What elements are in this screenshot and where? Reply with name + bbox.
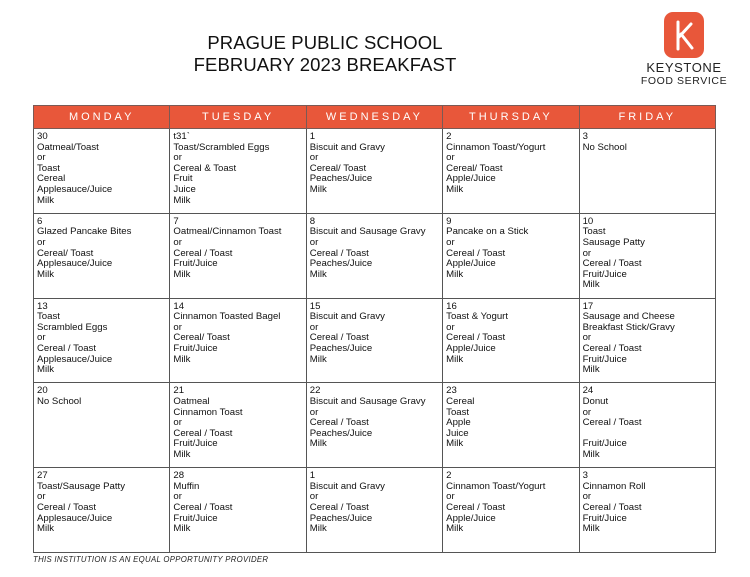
- menu-item: Fruit/Juice: [582, 268, 627, 280]
- day-number: 23: [446, 385, 457, 397]
- menu-item: Milk: [446, 523, 464, 535]
- menu-item: Fruit/Juice: [173, 512, 218, 524]
- menu-item: or: [173, 417, 182, 429]
- menu-item: Cereal/ Toast: [309, 162, 367, 174]
- menu-item: Peaches/Juice: [309, 258, 373, 270]
- menu-item: Sausage and Cheese: [582, 311, 675, 323]
- weekday-header: FRIDAY: [579, 106, 715, 129]
- menu-item: Toast: [582, 226, 606, 238]
- menu-item: Fruit/Juice: [173, 342, 218, 354]
- menu-item: Milk: [446, 183, 464, 195]
- menu-item: Peaches/Juice: [309, 342, 373, 354]
- day-cell: [34, 468, 170, 553]
- week-row: [34, 298, 716, 383]
- menu-title: [150, 32, 500, 76]
- weekday-header: TUESDAY: [170, 106, 306, 129]
- menu-item: Milk: [446, 353, 464, 365]
- menu-item: Cereal/ Toast: [37, 247, 94, 259]
- day-number: 1: [309, 131, 316, 142]
- menu-item: Toast: [446, 406, 470, 418]
- menu-item: Sausage Patty: [582, 236, 645, 248]
- menu-item: Milk: [37, 523, 55, 535]
- day-cell: [306, 383, 442, 468]
- menu-item: Applesauce/Juice: [37, 258, 113, 270]
- menu-item: Cereal / Toast: [446, 332, 506, 344]
- menu-item: Biscuit and Sausage Gravy: [309, 226, 426, 238]
- menu-item: Milk: [173, 194, 191, 206]
- day-cell: [443, 383, 579, 468]
- menu-item: Toast/Scrambled Eggs: [173, 141, 270, 153]
- day-cell: [34, 298, 170, 383]
- day-number: 2: [446, 131, 452, 142]
- menu-item: or: [37, 152, 46, 164]
- menu-item: or: [446, 321, 455, 333]
- menu-item: Fruit/Juice: [582, 438, 627, 450]
- day-cell: [443, 129, 579, 214]
- menu-item: Cereal / Toast: [446, 247, 506, 259]
- menu-item: Fruit/Juice: [173, 258, 218, 270]
- breakfast-calendar: [33, 105, 716, 553]
- menu-item: or: [582, 247, 592, 259]
- day-cell: [34, 129, 170, 214]
- week-row: [34, 213, 716, 298]
- day-number: 30: [37, 131, 48, 142]
- day-cell: [170, 129, 306, 214]
- menu-item: or: [173, 152, 182, 164]
- day-number: 1: [309, 470, 316, 482]
- day-cell: [443, 468, 579, 553]
- menu-item: Scrambled Eggs: [37, 321, 108, 333]
- menu-item: Glazed Pancake Bites: [37, 226, 132, 238]
- day-cell: [306, 129, 442, 214]
- day-cell: [306, 213, 442, 298]
- menu-item: Cereal: [446, 395, 475, 407]
- menu-item: Cereal / Toast: [173, 501, 233, 513]
- menu-item: Toast: [37, 162, 60, 174]
- menu-item: Oatmeal: [173, 395, 210, 407]
- day-cell: [579, 298, 715, 383]
- day-number: 8: [309, 215, 316, 227]
- day-number: 14: [173, 300, 185, 312]
- menu-item: Apple: [446, 417, 471, 429]
- day-number: 9: [446, 215, 452, 227]
- day-number: 16: [446, 300, 457, 312]
- menu-item: Fruit/Juice: [582, 512, 627, 524]
- day-cell: [34, 213, 170, 298]
- menu-item: Cinnamon Roll: [582, 480, 646, 492]
- menu-item: or: [37, 491, 46, 503]
- menu-item: Milk: [446, 438, 464, 450]
- menu-item: Apple/Juice: [446, 512, 496, 524]
- menu-item: Milk: [582, 279, 600, 291]
- menu-item: Cereal/ Toast: [446, 162, 503, 174]
- menu-item: Fruit/Juice: [173, 438, 218, 450]
- menu-item: Biscuit and Gravy: [309, 480, 385, 492]
- menu-item: Cereal / Toast: [582, 258, 642, 270]
- day-number: 21: [173, 385, 185, 397]
- week-row: [34, 129, 716, 214]
- day-cell: [443, 298, 579, 383]
- menu-item: or: [173, 236, 182, 248]
- weekday-header: WEDNESDAY: [306, 106, 442, 129]
- menu-item: Peaches/Juice: [309, 427, 373, 439]
- menu-item: Milk: [37, 268, 55, 280]
- menu-item: Milk: [309, 523, 327, 535]
- menu-item: Cereal / Toast: [309, 332, 369, 344]
- menu-item: or: [37, 236, 46, 248]
- menu-item: No School: [582, 141, 627, 153]
- menu-item: Apple/Juice: [446, 258, 496, 270]
- menu-item: Cinnamon Toasted Bagel: [173, 311, 281, 323]
- menu-item: Juice: [446, 427, 469, 439]
- day-number: 10: [582, 215, 594, 227]
- day-number: 22: [309, 385, 321, 397]
- day-number: 3: [582, 470, 588, 482]
- menu-item: Toast: [37, 311, 60, 323]
- menu-item: or: [173, 321, 182, 333]
- menu-item: Cereal / Toast: [309, 247, 369, 259]
- menu-item: Cereal / Toast: [37, 342, 97, 354]
- menu-item: or: [582, 491, 592, 503]
- menu-item: or: [446, 491, 455, 503]
- menu-item: or: [446, 152, 455, 164]
- day-number: 28: [173, 470, 185, 482]
- menu-item: Applesauce/Juice: [37, 353, 113, 365]
- day-cell: [443, 213, 579, 298]
- menu-item: Juice: [173, 183, 196, 195]
- menu-item: Milk: [309, 183, 327, 195]
- menu-item: Milk: [37, 364, 55, 376]
- day-cell: [34, 383, 170, 468]
- day-cell: [579, 468, 715, 553]
- menu-item: Milk: [582, 448, 600, 460]
- menu-item: No School: [37, 395, 82, 407]
- day-number: t31`: [173, 131, 190, 142]
- menu-item: Peaches/Juice: [309, 173, 373, 185]
- day-number: 17: [582, 300, 594, 312]
- menu-item: or: [309, 491, 319, 503]
- menu-item: Pancake on a Stick: [446, 226, 529, 238]
- brand-subtitle: FOOD SERVICE: [640, 75, 728, 87]
- menu-item: Cereal / Toast: [446, 501, 506, 513]
- menu-item: Milk: [309, 438, 327, 450]
- menu-item: Cinnamon Toast/Yogurt: [446, 480, 546, 492]
- menu-item: Cereal / Toast: [173, 427, 233, 439]
- menu-item: Applesauce/Juice: [37, 512, 113, 524]
- menu-item: Cereal / Toast: [582, 417, 642, 429]
- menu-item: Breakfast Stick/Gravy: [582, 321, 675, 333]
- day-cell: [306, 298, 442, 383]
- menu-item: or: [309, 236, 319, 248]
- menu-item: or: [582, 332, 592, 344]
- menu-item: Apple/Juice: [446, 342, 496, 354]
- day-number: 7: [173, 215, 179, 227]
- day-cell: [170, 213, 306, 298]
- menu-item: Milk: [173, 523, 191, 535]
- menu-item: or: [582, 406, 592, 418]
- menu-item: Cereal: [37, 173, 66, 185]
- menu-item: Cereal / Toast: [173, 247, 233, 259]
- week-row: [34, 383, 716, 468]
- menu-month-title: FEBRUARY 2023 BREAKFAST: [193, 54, 457, 75]
- menu-item: Cinnamon Toast/Yogurt: [446, 141, 546, 153]
- menu-item: or: [309, 321, 319, 333]
- day-cell: [170, 468, 306, 553]
- menu-item: Milk: [173, 268, 191, 280]
- day-cell: [579, 213, 715, 298]
- menu-item: Milk: [173, 448, 191, 460]
- menu-item: Milk: [309, 268, 327, 280]
- menu-item: Cereal & Toast: [173, 162, 237, 174]
- day-cell: [170, 383, 306, 468]
- menu-item: Milk: [37, 194, 55, 206]
- menu-item: Cereal / Toast: [37, 501, 97, 513]
- letter-k-logo-icon: [664, 12, 704, 58]
- menu-item: Apple/Juice: [446, 173, 496, 185]
- menu-item: Cereal / Toast: [582, 342, 642, 354]
- menu-item: Oatmeal/Toast: [37, 141, 99, 153]
- menu-item: Cinnamon Toast: [173, 406, 243, 418]
- menu-item: Fruit/Juice: [582, 353, 627, 365]
- equal-opportunity-note: THIS INSTITUTION IS AN EQUAL OPPORTUNITY PROVIDER: [33, 555, 269, 564]
- day-number: 15: [309, 300, 321, 312]
- menu-item: Applesauce/Juice: [37, 183, 113, 195]
- day-number: 3: [582, 131, 588, 142]
- menu-item: Cereal/ Toast: [173, 332, 230, 344]
- menu-item: Oatmeal/Cinnamon Toast: [173, 226, 282, 238]
- menu-item: Toast/Sausage Patty: [37, 480, 125, 492]
- menu-item: or: [446, 236, 455, 248]
- menu-item: Cereal / Toast: [309, 417, 369, 429]
- menu-item: Cereal / Toast: [309, 501, 369, 513]
- menu-item: Peaches/Juice: [309, 512, 373, 524]
- week-row: [34, 468, 716, 553]
- day-number: 27: [37, 470, 48, 482]
- brand-name: KEYSTONE: [646, 60, 722, 75]
- day-number: 24: [582, 385, 594, 397]
- menu-item: Muffin: [173, 480, 200, 492]
- menu-item: Milk: [309, 353, 327, 365]
- menu-item: Fruit: [173, 173, 193, 185]
- menu-item: Milk: [582, 523, 600, 535]
- keystone-logo: [628, 12, 740, 88]
- menu-item: Cereal / Toast: [582, 501, 642, 513]
- day-number: 6: [37, 215, 43, 227]
- menu-item: or: [309, 152, 319, 164]
- calendar-body: [34, 129, 716, 553]
- weekday-header-row: [34, 106, 716, 129]
- day-number: 20: [37, 385, 48, 397]
- school-name: PRAGUE PUBLIC SCHOOL: [207, 32, 443, 53]
- day-number: 13: [37, 300, 48, 312]
- menu-item: Biscuit and Gravy: [309, 141, 385, 153]
- menu-item: Biscuit and Gravy: [309, 311, 385, 323]
- menu-item: or: [173, 491, 182, 503]
- day-cell: [306, 468, 442, 553]
- menu-item: Biscuit and Sausage Gravy: [309, 395, 426, 407]
- menu-item: Donut: [582, 395, 609, 407]
- day-cell: [579, 129, 715, 214]
- menu-item: Toast & Yogurt: [446, 311, 509, 323]
- menu-item: Milk: [582, 364, 600, 376]
- menu-item: or: [37, 332, 46, 344]
- day-cell: [170, 298, 306, 383]
- weekday-header: MONDAY: [34, 106, 170, 129]
- day-cell: [579, 383, 715, 468]
- menu-item: Milk: [446, 268, 464, 280]
- weekday-header: THURSDAY: [443, 106, 579, 129]
- menu-item: or: [309, 406, 319, 418]
- day-number: 2: [446, 470, 452, 482]
- menu-item: Milk: [173, 353, 191, 365]
